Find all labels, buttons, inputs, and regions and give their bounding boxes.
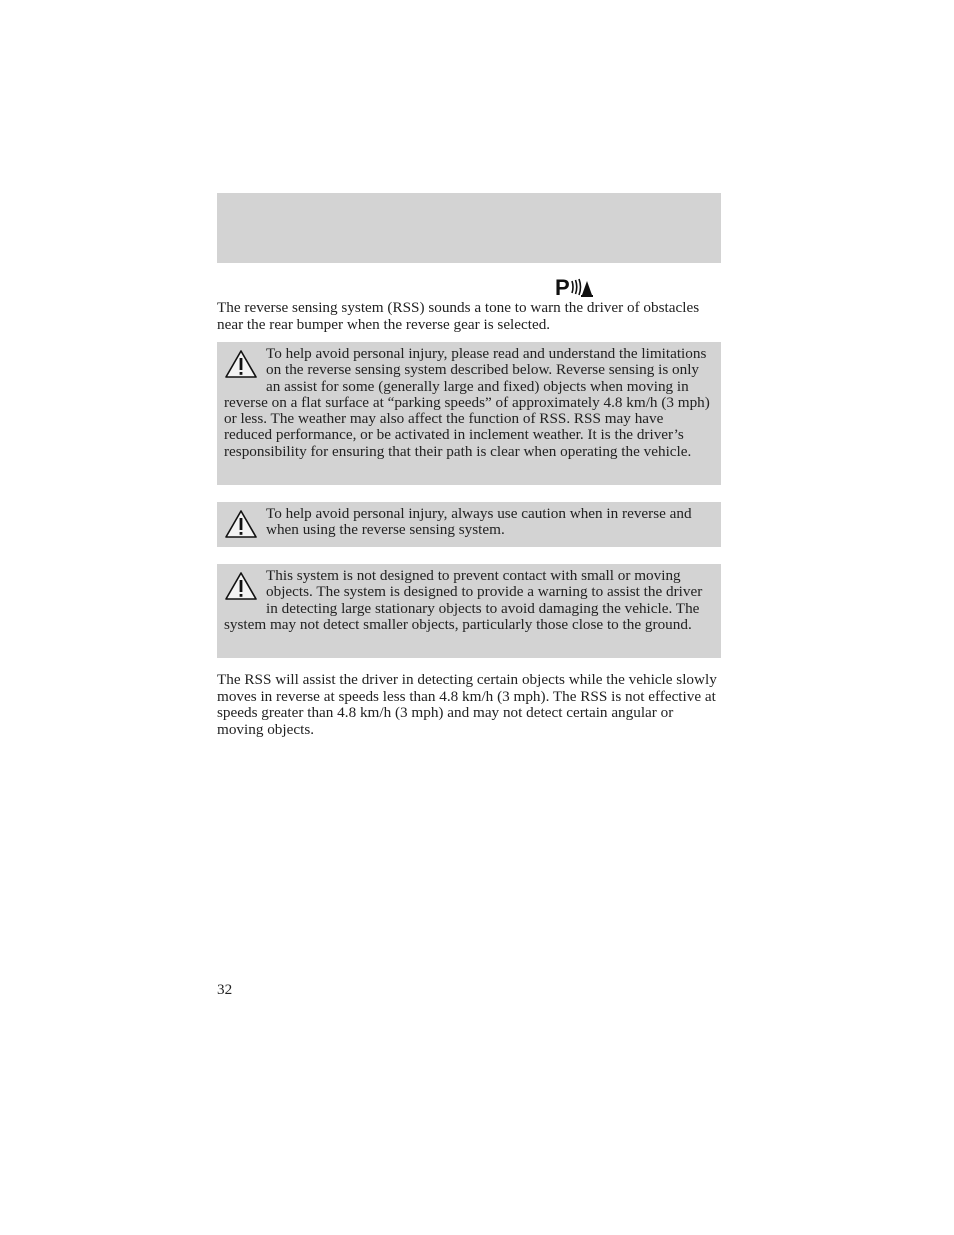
warning-box (217, 502, 721, 547)
warning-box (217, 342, 721, 485)
closing-paragraph: The RSS will assist the driver in detecting certain objects while the vehicle slowly moves in reverse at speeds less than 4.8 km/h (3 mph). The RSS is not effective at speeds greater than 4.8 km/h (3 mph) and may not detect certain angular or moving objects. (217, 671, 717, 738)
reverse-sensing-symbol-icon (555, 275, 595, 299)
warning-text: This system is not designed to prevent contact with small or moving objects. The system is designed to provide a warning to assist the driver in detecting large stationary objects to avoid damaging the vehicle. The system may not detect smaller objects, particularly those close to the ground. (224, 567, 703, 633)
warning-triangle-icon (224, 571, 258, 601)
section-header-band (217, 193, 721, 263)
intro-paragraph: The reverse sensing system (RSS) sounds a tone to warn the driver of obstacles near the rear bumper when the reverse gear is selected. (217, 299, 700, 333)
warning-box (217, 564, 721, 658)
warning-triangle-icon (224, 349, 258, 379)
warning-text: To help avoid personal injury, please read and understand the limitations on the reverse sensing system described below. Reverse sensing is only an assist for some (generally large and fixed) objects when moving in reverse on a flat surface at “parking speeds” of approximately 4.8 km/h (3 mph) or less. The weather may also affect the function of RSS. RSS may have reduced performance, or be activated in inclement weather. It is the driver’s responsibility for ensuring that their path is clear when operating the vehicle. (224, 345, 710, 460)
warning-text: To help avoid personal injury, always use caution when in reverse and when using the reverse sensing system. (266, 505, 692, 539)
warning-triangle-icon (224, 509, 258, 539)
page-number: 32 (217, 981, 233, 998)
symbol-glyph: P (555, 275, 570, 299)
